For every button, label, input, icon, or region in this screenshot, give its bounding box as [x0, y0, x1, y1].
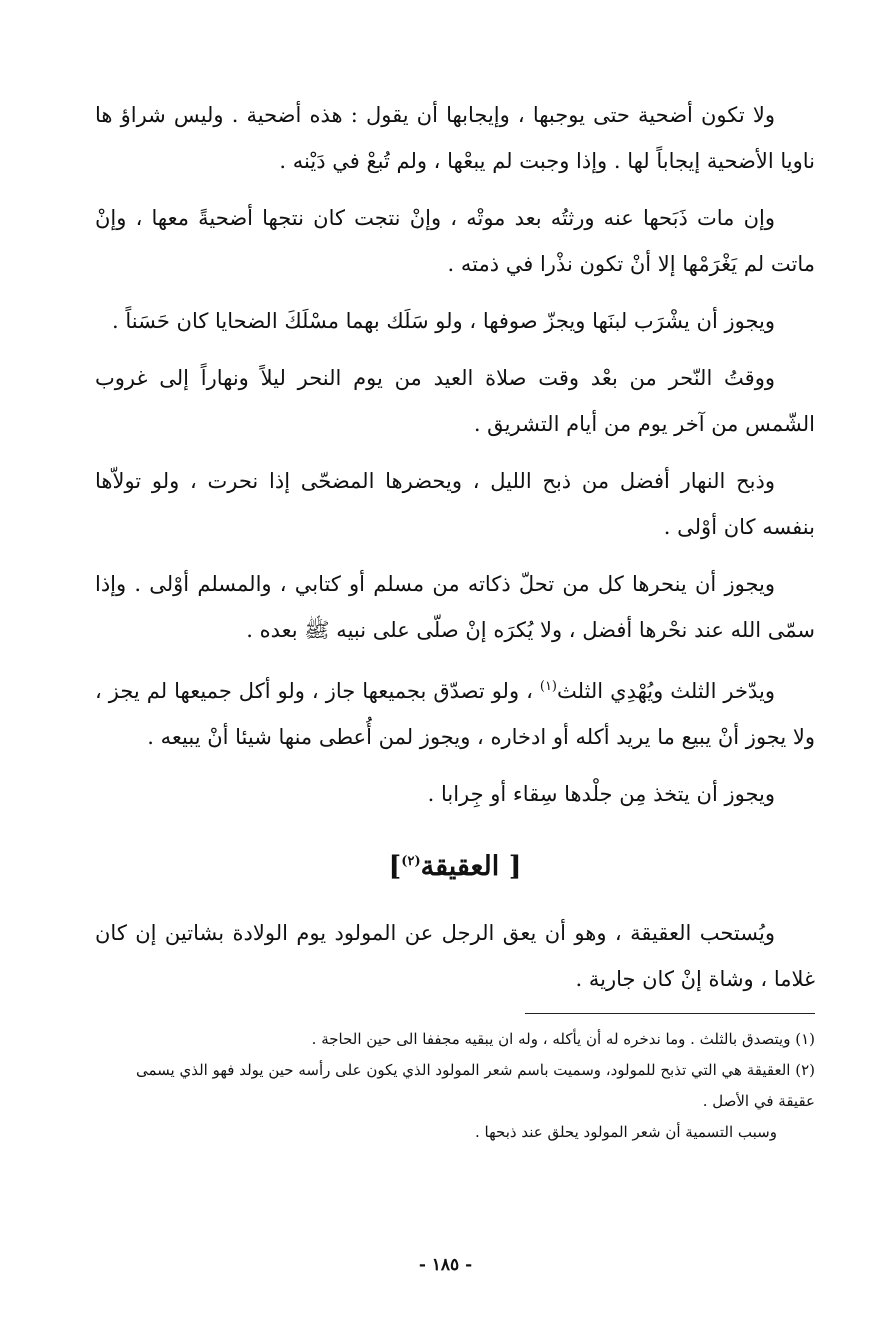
paragraph-who-may-slaughter: ويجوز أن ينحرها كل من تحلّ ذكاته من مسلم أو كتابي ، والمسلم أوْلى . وإذا سمّى الله عند نحْرها أفضل ، ولا يُكرَه إنْ صلّى على نبيه ﷺ بعده .: [95, 572, 815, 642]
page-number: - ١٨٥ -: [418, 1255, 473, 1275]
footnote-marker-2: (٢): [401, 854, 421, 869]
paragraph-thirds: [95, 664, 815, 760]
paragraph-slaughter-time: ووقتُ النّحر من بعْد وقت صلاة العيد من يوم النحر ليلاً ونهاراً إلى غروب الشّمس من آخر يوم من أيام التشريق .: [95, 366, 815, 436]
footnote-2: (٢) العقيقة هي التي تذبح للمولود، وسميت باسم شعر المولود الذي يكون على رأسه حين يولد فهو الذي يسمى عقيقة في الأصل .: [136, 1061, 815, 1110]
section-heading: [95, 837, 815, 892]
paragraph-udhiya-obligation: ولا تكون أضحية حتى يوجبها ، وإيجابها أن يقول : هذه أضحية . وليس شراؤ ها ناويا الأضحية إيجاباً لها . وإذا وجبت لم يبعْها ، ولم تُبعْ في دَيْنه .: [95, 103, 815, 173]
footnote-divider: [525, 1013, 815, 1014]
paragraph-milk-and-wool: ويجوز أن يشْرَب لبنَها ويجزّ صوفها ، ولو سَلَك بهما مسْلَكَ الضحايا كان حَسَناً .: [112, 309, 775, 333]
paragraph-death-of-owner: وإن مات ذَبَحها عنه ورثتُه بعد موتْه ، وإنْ نتجت كان نتجها أضحيةً معها ، وإنْ ماتت لم يَغْرَمْها إلا أنْ تكون نذْرا في ذمته .: [95, 206, 815, 276]
page-body: [95, 92, 815, 1148]
footnote-marker-1: (١): [539, 679, 557, 694]
paragraph-skin: ويجوز أن يتخذ مِن جلْدها سِقاء أو جِرابا .: [427, 782, 775, 806]
paragraph-day-vs-night: وذبح النهار أفضل من ذبح الليل ، ويحضرها المضحّى إذا نحرت ، ولو تولاّها بنفسه كان أوْلى .: [95, 469, 815, 539]
paragraph-aqiqa: ويُستحب العقيقة ، وهو أن يعق الرجل عن المولود يوم الولادة بشاتين إن كان غلاما ، وشاة إنْ كان جارية .: [95, 921, 815, 991]
heading-title: العقيقة: [420, 851, 500, 882]
thirds-text-end: ، ولو تصدّق بجميعها جاز ، ولو أكل جميعها لم يجز ، ولا يجوز أنْ يبيع ما يريد أكله أو ادخاره ، ويجوز لمن أُعطى منها شيئا أنْ يبيعه .: [95, 679, 815, 749]
footnote-2-continued: وسبب التسمية أن شعر المولود يحلق عند ذبحها .: [475, 1123, 777, 1141]
thirds-text-start: ويدّخر الثلث ويُهْدِي الثلث: [557, 679, 775, 703]
heading-bracket-open: [: [499, 851, 522, 882]
heading-bracket-close: ]: [388, 851, 402, 882]
footnote-1: (١) ويتصدق بالثلث . وما ندخره له أن يأكله ، وله ان يبقيه مجففا الى حين الحاجة .: [311, 1030, 815, 1048]
footnotes: [95, 1024, 815, 1148]
